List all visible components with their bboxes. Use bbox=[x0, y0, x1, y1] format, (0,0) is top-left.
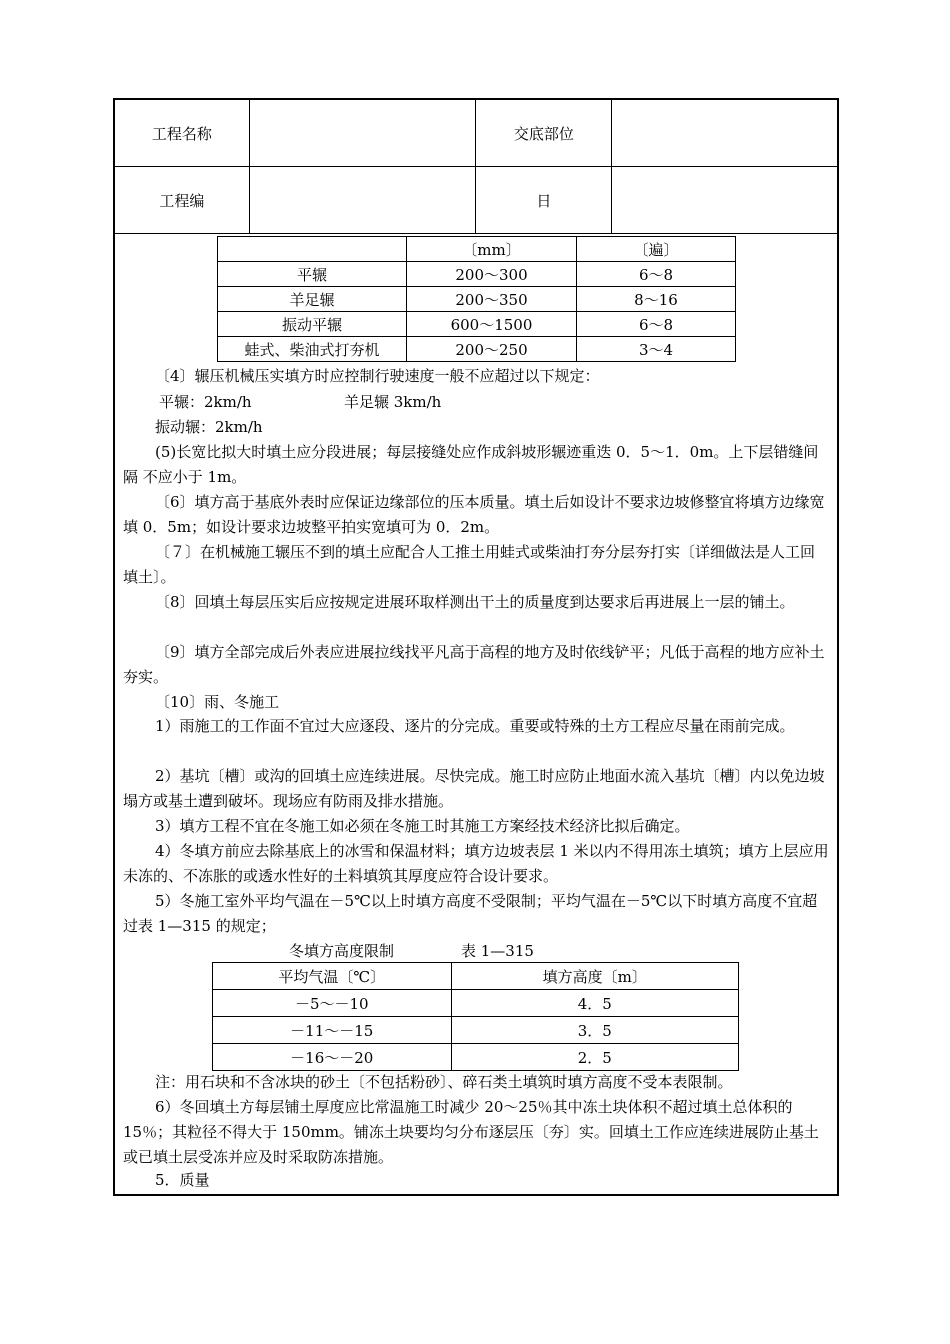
rain-winter-item-1: 1）雨施工的工作面不宜过大应逐段、逐片的分完成。重要或特殊的土方工程应尽量在雨前完成。 bbox=[155, 717, 795, 735]
table-cell: 填方高度〔m〕 bbox=[451, 963, 738, 990]
table-cell: －5～－10 bbox=[213, 990, 452, 1017]
table-cell: 平辗 bbox=[218, 262, 407, 287]
project-name-value bbox=[249, 100, 476, 167]
part-value bbox=[612, 100, 837, 167]
table-cell: 2．5 bbox=[451, 1044, 738, 1071]
header-table bbox=[115, 100, 837, 234]
rain-winter-item-2: 2）基坑〔槽〕或沟的回填土应连续进展。尽快完成。施工时应防止地面水流入基坑〔槽〕内以免边坡塌方或基土遭到破坏。现场应有防雨及排水措施。 bbox=[123, 767, 825, 810]
rain-winter-item-4: 4）冬填方前应去除基底上的冰雪和保温材料；填方边坡表层 1 米以内不得用冻土填筑；填方上层应用未冻的、不冻胀的或透水性好的土料填筑其厚度应符合设计要求。 bbox=[123, 842, 829, 885]
table-cell: 蛙式、柴油式打夯机 bbox=[218, 337, 407, 362]
compaction-table bbox=[217, 236, 736, 362]
table-cell: 3．5 bbox=[451, 1017, 738, 1044]
table-cell: 平均气温〔℃〕 bbox=[213, 963, 452, 990]
date-label: 日 bbox=[476, 167, 612, 234]
table-cell: 600～1500 bbox=[407, 312, 577, 337]
table-cell: 8～16 bbox=[577, 287, 736, 312]
rain-winter-item-5: 5）冬施工室外平均气温在－5℃以上时填方高度不受限制；平均气温在－5℃以下时填方高度不宜超过表 1—315 的规定； bbox=[123, 892, 818, 935]
table-row bbox=[218, 262, 736, 287]
speed-flat-roller: 平辗：2km/h bbox=[159, 393, 252, 411]
section-5-heading: 5．质量 bbox=[155, 1171, 210, 1189]
table-cell bbox=[218, 237, 407, 262]
table-cell: 200～350 bbox=[407, 287, 577, 312]
table-caption-title: 冬填方高度限制 bbox=[289, 942, 395, 960]
table-row bbox=[218, 337, 736, 362]
table-caption-number: 表 1—315 bbox=[461, 942, 534, 960]
paragraph-6: 〔6〕填方高于基底外表时应保证边缘部位的压本质量。填土后如设计不要求边坡修整宜将填方边缘宽填 0．5m；如设计要求边坡整平拍实宽填可为 0．2m。 bbox=[123, 493, 825, 536]
rain-winter-item-6: 6）冬回填土方每层铺土厚度应比常温施工时减少 20～25％其中冻土块体积不超过填土总体积的 15％；其粒径不得大于 150mm。铺冻土块要均匀分布逐层压〔夯〕实。回填土工作应连续进展防止基土或已填土层受冻并应及时采取防冻措施。 bbox=[123, 1098, 819, 1166]
paragraph-9: 〔9〕填方全部完成后外表应进展拉线找平凡高于高程的地方及时依线铲平；凡低于高程的地方应补土夯实。 bbox=[123, 643, 825, 686]
table-cell: 〔mm〕 bbox=[407, 237, 577, 262]
table-cell: －11～－15 bbox=[213, 1017, 452, 1044]
table-row bbox=[213, 1044, 739, 1071]
date-value bbox=[612, 167, 837, 234]
table-cell: 3～4 bbox=[577, 337, 736, 362]
table-row bbox=[213, 1017, 739, 1044]
table-cell: －16～－20 bbox=[213, 1044, 452, 1071]
speed-sheepsfoot-roller: 羊足辗 3km/h bbox=[344, 393, 442, 411]
table-row bbox=[218, 312, 736, 337]
table-row bbox=[213, 990, 739, 1017]
table-row bbox=[213, 963, 739, 990]
project-name-label: 工程名称 bbox=[115, 100, 249, 167]
paragraph-4: 〔4〕辗压机械压实填方时应控制行驶速度一般不应超过以下规定： bbox=[155, 367, 600, 385]
winter-fill-height-table bbox=[212, 962, 739, 1071]
table-cell: 200～300 bbox=[407, 262, 577, 287]
rain-winter-item-3: 3）填方工程不宜在冬施工如必须在冬施工时其施工方案经技术经济比拟后确定。 bbox=[155, 817, 690, 835]
table-cell: 振动平辗 bbox=[218, 312, 407, 337]
table-cell: 〔遍〕 bbox=[577, 237, 736, 262]
paragraph-7: 〔７〕在机械施工辗压不到的填土应配合人工推土用蛙式或柴油打夯分层夯打实〔详细做法是人工回填土〕。 bbox=[123, 543, 816, 586]
table-cell: 6～8 bbox=[577, 262, 736, 287]
part-label: 交底部位 bbox=[476, 100, 612, 167]
document-frame bbox=[113, 98, 839, 1196]
table-row bbox=[218, 237, 736, 262]
table-note: 注：用石块和不含冰块的砂土〔不包括粉砂〕、碎石类土填筑时填方高度不受本表限制。 bbox=[155, 1073, 733, 1091]
project-no-label: 工程编 bbox=[115, 167, 249, 234]
table-cell: 羊足辗 bbox=[218, 287, 407, 312]
paragraph-5: (5)长宽比拟大时填土应分段进展；每层接缝处应作成斜坡形辗迹重迭 0．5～1．0m。上下层错缝间隔 不应小于 1m。 bbox=[123, 443, 819, 486]
table-cell: 4．5 bbox=[451, 990, 738, 1017]
paragraph-10: 〔10〕雨、冬施工 bbox=[155, 693, 280, 711]
table-row bbox=[218, 287, 736, 312]
speed-vibratory-roller: 振动辗：2km/h bbox=[155, 418, 263, 436]
project-no-value bbox=[249, 167, 476, 234]
table-cell: 200～250 bbox=[407, 337, 577, 362]
paragraph-8: 〔8〕回填土每层压实后应按规定进展环取样测出干土的质量度到达要求后再进展上一层的铺土。 bbox=[155, 593, 795, 611]
table-cell: 6～8 bbox=[577, 312, 736, 337]
